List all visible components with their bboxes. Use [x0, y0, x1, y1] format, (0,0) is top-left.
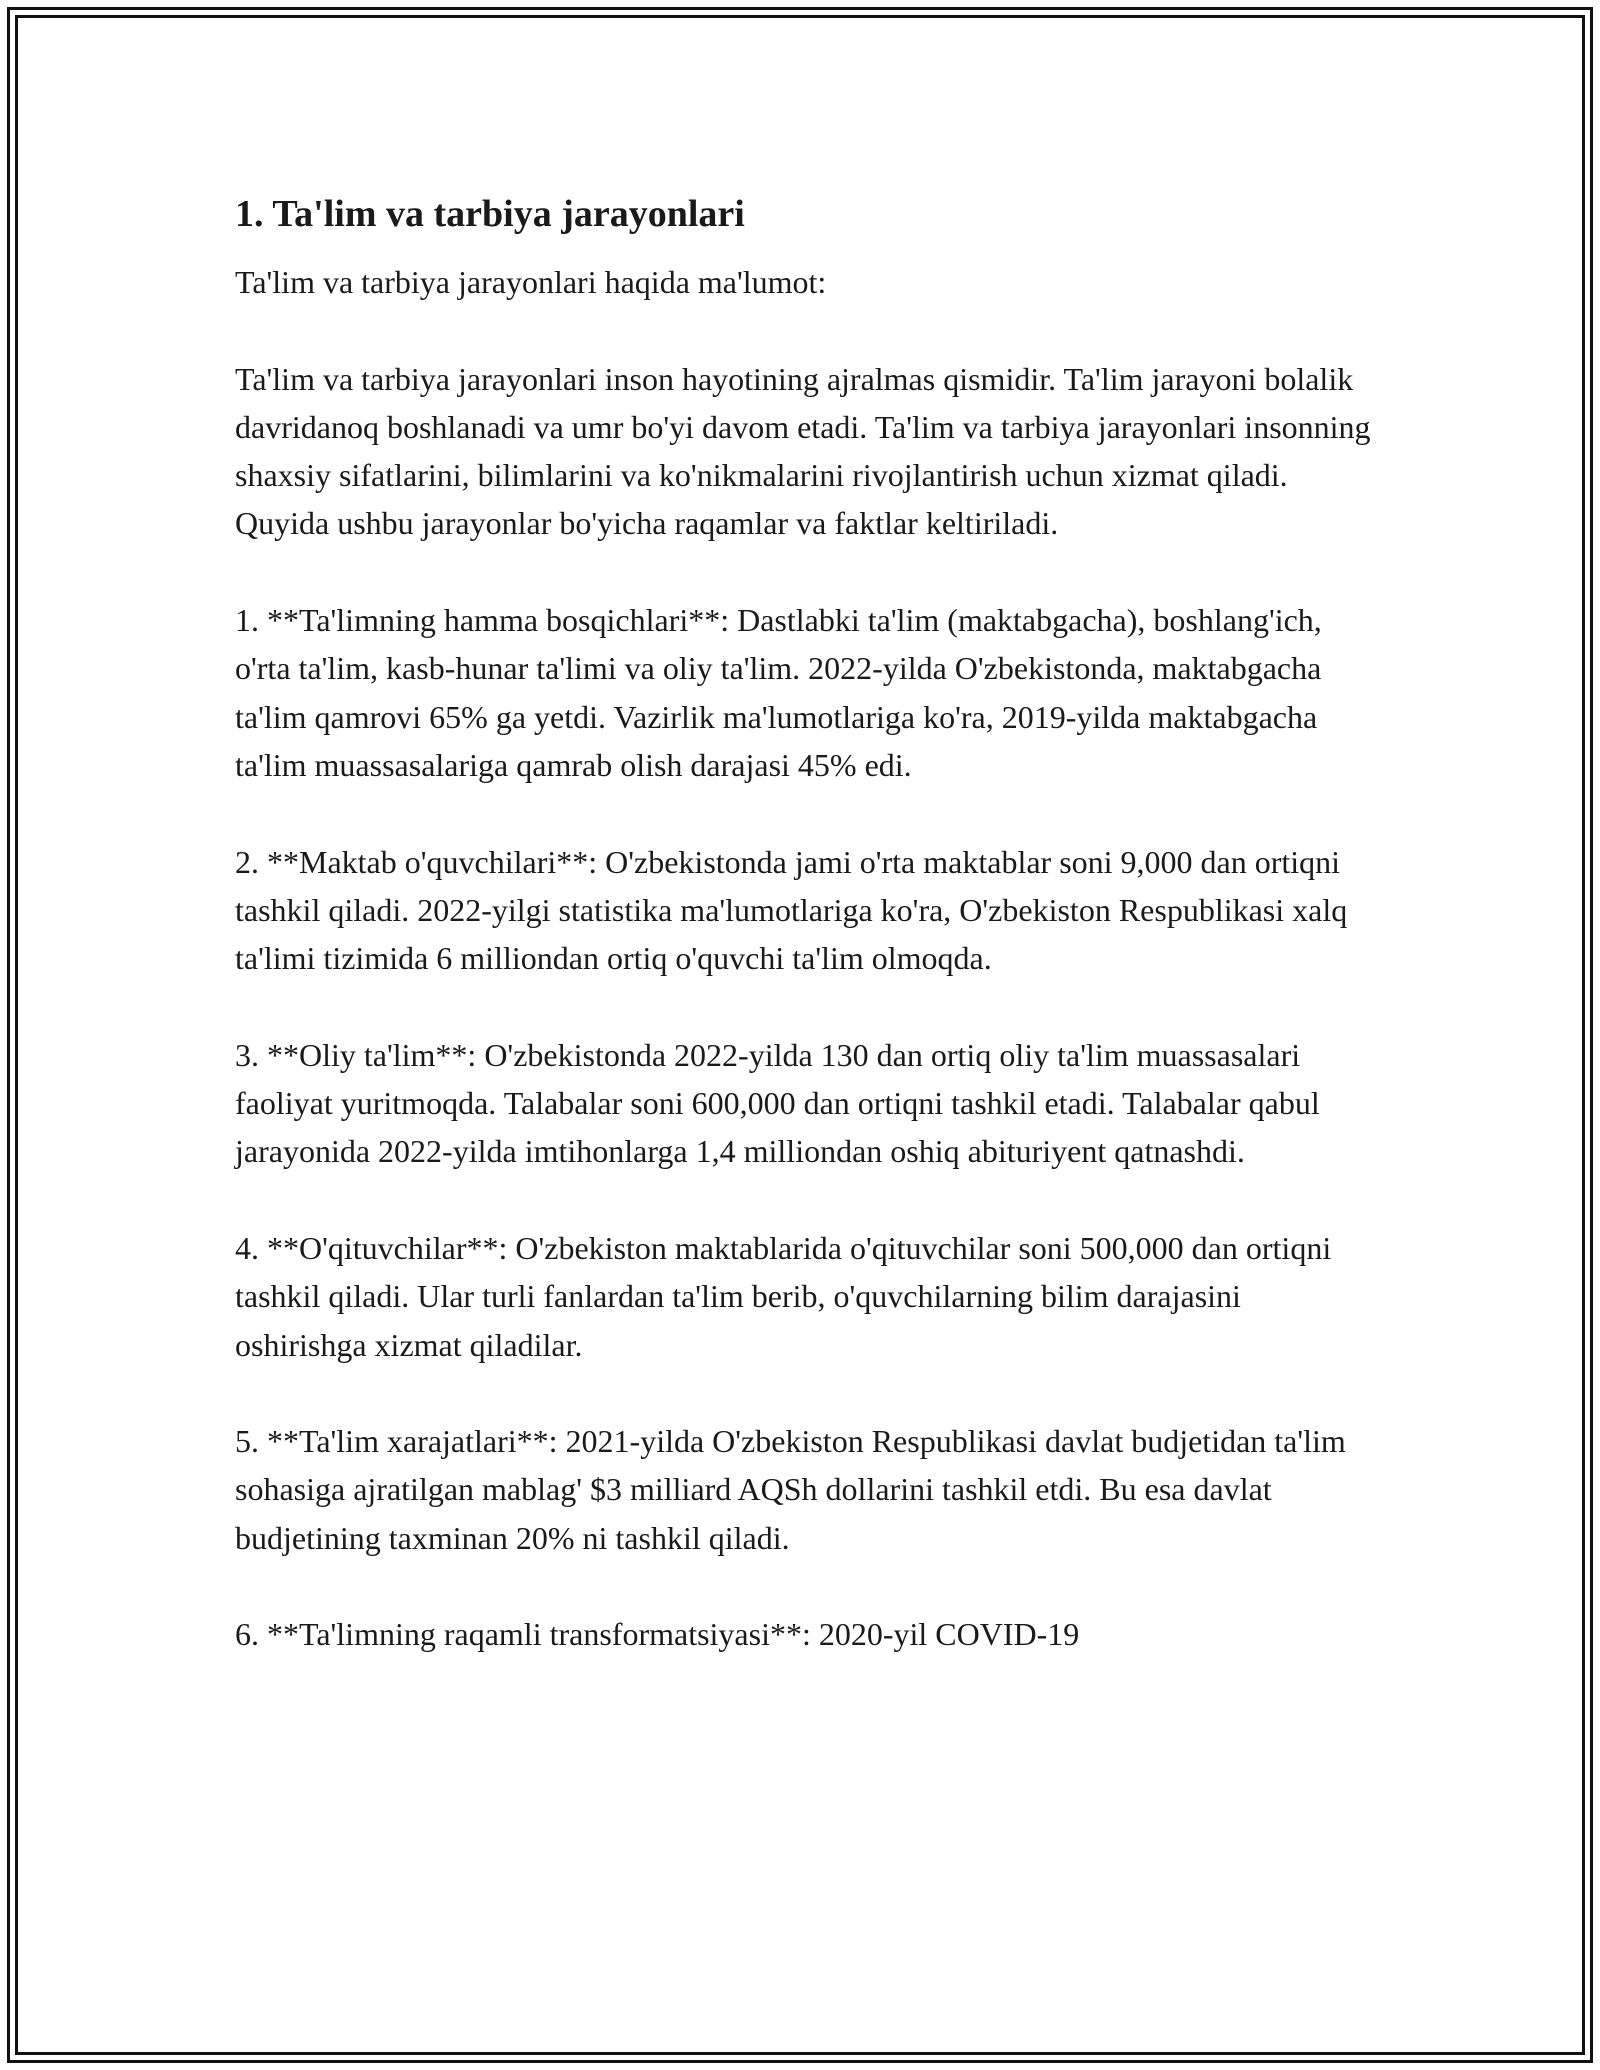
paragraph-gap	[235, 982, 1375, 1030]
intro-paragraph: Ta'lim va tarbiya jarayonlari haqida ma'lumot:	[235, 264, 827, 300]
document-body	[235, 190, 1375, 1659]
list-item-3: 3. **Oliy ta'lim**: O'zbekistonda 2022-yilda 130 dan ortiq oliy ta'lim muassasalari faoliyat yuritmoqda. Talabalar soni 600,000 dan ortiqni tashkil etadi. Talabalar qabul jarayonida 2022-yilda imtihonlarga 1,4 milliondan oshiq abituriyent qatnashdi.	[235, 1036, 1320, 1170]
paragraph-gap	[235, 789, 1375, 837]
list-item-5: 5. **Ta'lim xarajatlari**: 2021-yilda O'zbekiston Respublikasi davlat budjetidan ta'lim sohasiga ajratilgan mablag' $3 milliard AQSh dollarini tashkil etdi. Bu esa davlat budjetining taxminan 20% ni tashkil qiladi.	[235, 1423, 1346, 1556]
paragraph-gap	[235, 1176, 1375, 1224]
paragraph-gap	[235, 1369, 1375, 1417]
list-item-2: 2. **Maktab o'quvchilari**: O'zbekistonda jami o'rta maktablar soni 9,000 dan ortiqni tashkil qiladi. 2022-yilgi statistika ma'lumotlariga ko'ra, O'zbekiston Respublikasi xalq ta'limi tizimida 6 milliondan ortiq o'quvchi ta'lim olmoqda.	[235, 843, 1348, 977]
overview-paragraph: Ta'lim va tarbiya jarayonlari inson hayotining ajralmas qismidir. Ta'lim jarayoni bolalik davridanoq boshlanadi va umr bo'yi davom etadi. Ta'lim va tarbiya jarayonlari insonning shaxsiy sifatlarini, bilimlarini va ko'nikmalarini rivojlantirish uchun xizmat qiladi. Quyida ushbu jarayonlar bo'yicha raqamlar va faktlar keltiriladi.	[235, 360, 1371, 542]
paragraph-gap	[235, 306, 1375, 354]
list-item-4: 4. **O'qituvchilar**: O'zbekiston maktablarida o'qituvchilar soni 500,000 dan ortiqni tashkil qiladi. Ular turli fanlardan ta'lim berib, o'quvchilarning bilim darajasini oshirishga xizmat qiladilar.	[235, 1229, 1332, 1363]
paragraph-gap	[235, 1562, 1375, 1610]
paragraph-gap	[235, 548, 1375, 596]
list-item-1: 1. **Ta'limning hamma bosqichlari**: Dastlabki ta'lim (maktabgacha), boshlang'ich, o'rta ta'lim, kasb-hunar ta'limi va oliy ta'lim. 2022-yilda O'zbekistonda, maktabgacha ta'lim qamrovi 65% ga yetdi. Vazirlik ma'lumotlariga ko'ra, 2019-yilda maktabgacha ta'lim muassasalariga qamrab olish darajasi 45% edi.	[235, 602, 1322, 783]
section-heading: 1. Ta'lim va tarbiya jarayonlari	[235, 193, 745, 235]
list-item-6: 6. **Ta'limning raqamli transformatsiyasi**: 2020-yil COVID-19	[235, 1616, 1080, 1653]
